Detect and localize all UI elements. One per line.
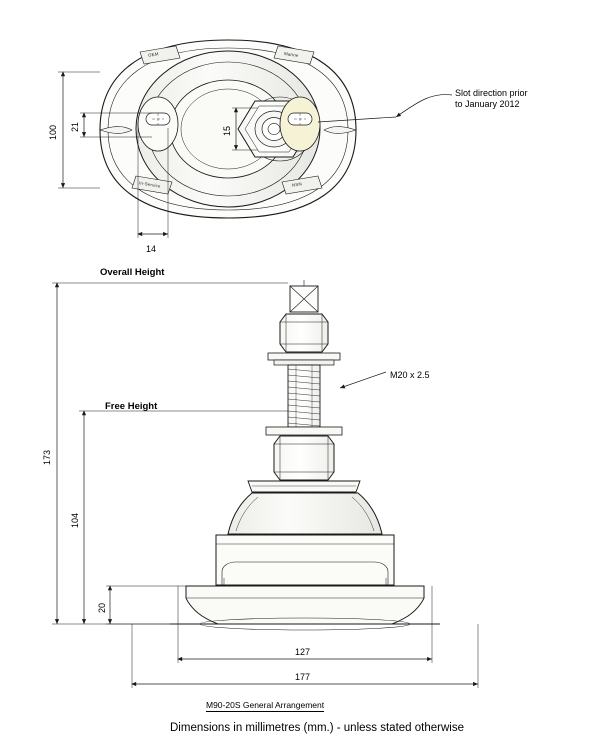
stud-bore xyxy=(268,123,280,134)
footer-note: Dimensions in millimetres (mm.) - unless stated otherwise xyxy=(170,722,464,734)
dim-label-21: 21 xyxy=(70,121,80,132)
base-flange xyxy=(186,586,424,624)
threaded-stud xyxy=(288,365,320,427)
dim-label-14: 14 xyxy=(146,244,157,254)
thread-callout-label: M20 x 2.5 xyxy=(390,370,430,380)
dim-label-100: 100 xyxy=(48,124,58,140)
mid-washer xyxy=(266,427,342,435)
overall-height-label: Overall Height xyxy=(100,267,165,278)
dim-label-127: 127 xyxy=(295,647,311,657)
dim-label-15: 15 xyxy=(222,125,232,136)
upper-washer-2 xyxy=(274,360,334,365)
plan-view-group xyxy=(58,40,452,238)
slot-note-leader xyxy=(396,95,452,117)
brand-mark-in-service: In-Service xyxy=(138,180,162,189)
rubber-element xyxy=(228,493,382,534)
brand-mark-marine: Marine xyxy=(283,50,299,59)
dim-label-177: 177 xyxy=(295,672,311,682)
dim-label-20: 20 xyxy=(97,602,107,613)
cap-plate xyxy=(248,481,360,492)
brand-mark-oem: OEM xyxy=(147,51,159,58)
lower-hex-nut xyxy=(274,436,334,480)
elevation-view-group xyxy=(52,280,478,688)
drawing-title: M90-20S General Arrangement xyxy=(206,700,325,710)
dim-label-104: 104 xyxy=(70,512,80,528)
upper-washer xyxy=(268,353,340,360)
free-height-label: Free Height xyxy=(105,401,158,412)
upper-hex-nut xyxy=(280,314,328,352)
dim-label-173: 173 xyxy=(42,449,52,465)
thread-callout-leader xyxy=(340,372,386,388)
brand-mark-nsn: NSN xyxy=(291,181,303,188)
mount-body xyxy=(216,535,394,585)
slot-note-line-2: to January 2012 xyxy=(455,99,520,109)
slot-note-line-1: Slot direction prior xyxy=(455,88,528,98)
